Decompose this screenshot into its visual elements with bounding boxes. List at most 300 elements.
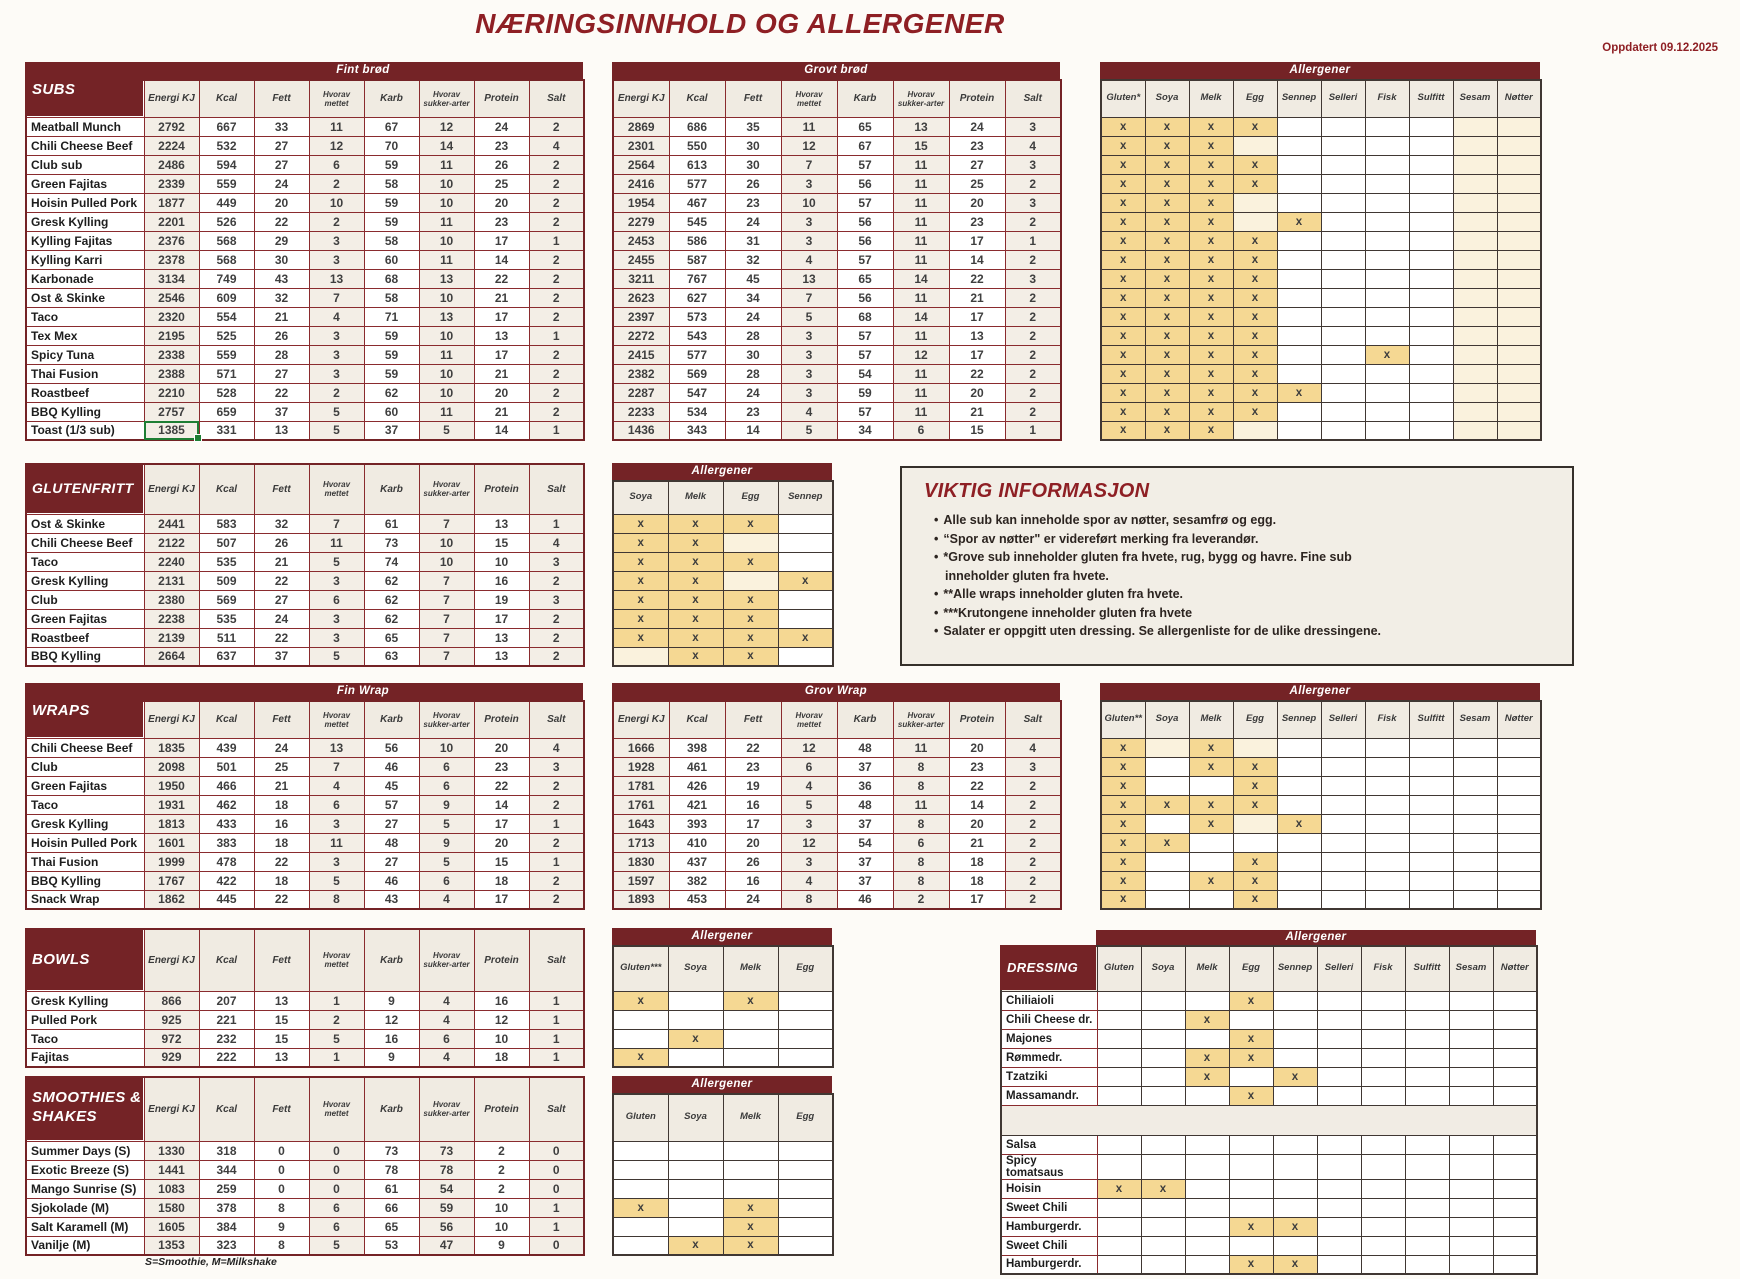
allergen-cell[interactable] — [1453, 364, 1497, 383]
allergen-cell[interactable] — [1277, 402, 1321, 421]
allergen-cell[interactable]: x — [1185, 1067, 1229, 1086]
value-cell[interactable]: 6 — [419, 776, 474, 795]
allergen-cell[interactable] — [1453, 402, 1497, 421]
allergen-cell[interactable] — [778, 1141, 833, 1160]
allergen-cell[interactable] — [723, 571, 778, 590]
value-cell[interactable]: 2338 — [144, 345, 199, 364]
value-cell[interactable]: 66 — [364, 1198, 419, 1217]
value-cell[interactable]: 27 — [364, 852, 419, 871]
allergen-cell[interactable]: x — [723, 1236, 778, 1255]
value-cell[interactable]: 13 — [474, 326, 529, 345]
value-cell[interactable]: 3 — [1005, 269, 1061, 288]
value-cell[interactable]: 57 — [364, 795, 419, 814]
value-cell[interactable]: 53 — [364, 1236, 419, 1255]
allergen-cell[interactable] — [1097, 1217, 1141, 1236]
allergen-cell[interactable] — [1321, 383, 1365, 402]
allergen-cell[interactable]: x — [1229, 991, 1273, 1010]
value-cell[interactable]: 24 — [254, 738, 309, 757]
value-cell[interactable]: 573 — [669, 307, 725, 326]
allergen-cell[interactable] — [778, 1236, 833, 1255]
allergen-cell[interactable]: x — [1101, 174, 1145, 193]
allergen-cell[interactable]: x — [1101, 757, 1145, 776]
row-label[interactable]: Gresk Kylling — [26, 991, 144, 1010]
value-cell[interactable]: 2 — [1005, 326, 1061, 345]
value-cell[interactable]: 4 — [419, 1048, 474, 1067]
value-cell[interactable]: 2 — [529, 871, 584, 890]
allergen-cell[interactable] — [1321, 136, 1365, 155]
allergen-cell[interactable] — [1497, 383, 1541, 402]
allergen-cell[interactable] — [1097, 1198, 1141, 1217]
allergen-cell[interactable]: x — [1145, 795, 1189, 814]
value-cell[interactable]: 10 — [474, 1029, 529, 1048]
allergen-cell[interactable] — [1409, 174, 1453, 193]
value-cell[interactable]: 2320 — [144, 307, 199, 326]
allergen-cell[interactable]: x — [1233, 795, 1277, 814]
allergen-cell[interactable] — [1493, 1198, 1537, 1217]
allergen-cell[interactable]: x — [1233, 364, 1277, 383]
value-cell[interactable]: 62 — [364, 609, 419, 628]
value-cell[interactable]: 3 — [309, 628, 364, 647]
allergen-cell[interactable] — [1321, 345, 1365, 364]
value-cell[interactable]: 393 — [669, 814, 725, 833]
value-cell[interactable]: 10 — [781, 193, 837, 212]
value-cell[interactable]: 426 — [669, 776, 725, 795]
allergen-cell[interactable] — [1277, 738, 1321, 757]
allergen-cell[interactable] — [723, 1010, 778, 1029]
value-cell[interactable]: 23 — [474, 757, 529, 776]
allergen-cell[interactable] — [1185, 991, 1229, 1010]
value-cell[interactable]: 2287 — [613, 383, 669, 402]
value-cell[interactable]: 2 — [1005, 833, 1061, 852]
value-cell[interactable]: 6 — [781, 757, 837, 776]
row-label[interactable]: Thai Fusion — [26, 852, 144, 871]
allergen-cell[interactable] — [1365, 871, 1409, 890]
allergen-cell[interactable] — [1449, 1179, 1493, 1198]
value-cell[interactable]: 46 — [364, 757, 419, 776]
allergen-cell[interactable] — [1497, 231, 1541, 250]
value-cell[interactable]: 3 — [781, 326, 837, 345]
allergen-cell[interactable] — [1321, 307, 1365, 326]
allergen-cell[interactable]: x — [1101, 212, 1145, 231]
value-cell[interactable]: 11 — [893, 288, 949, 307]
value-cell[interactable]: 62 — [364, 571, 419, 590]
allergen-cell[interactable] — [1493, 1135, 1537, 1154]
allergen-cell[interactable]: x — [1189, 871, 1233, 890]
allergen-cell[interactable] — [1317, 1154, 1361, 1179]
value-cell[interactable]: 24 — [725, 383, 781, 402]
value-cell[interactable]: 1877 — [144, 193, 199, 212]
value-cell[interactable]: 17 — [474, 814, 529, 833]
value-cell[interactable]: 16 — [254, 814, 309, 833]
allergen-cell[interactable] — [1273, 1236, 1317, 1255]
allergen-cell[interactable] — [1145, 738, 1189, 757]
allergen-cell[interactable] — [1453, 269, 1497, 288]
value-cell[interactable]: 378 — [199, 1198, 254, 1217]
allergen-cell[interactable]: x — [1189, 117, 1233, 136]
allergen-cell[interactable] — [1405, 1217, 1449, 1236]
allergen-cell[interactable] — [1365, 776, 1409, 795]
value-cell[interactable]: 4 — [419, 890, 474, 909]
allergen-cell[interactable]: x — [1189, 421, 1233, 440]
value-cell[interactable]: 0 — [529, 1179, 584, 1198]
allergen-cell[interactable]: x — [613, 533, 668, 552]
allergen-cell[interactable]: x — [1097, 1179, 1141, 1198]
allergen-cell[interactable] — [1405, 1067, 1449, 1086]
value-cell[interactable]: 7 — [781, 288, 837, 307]
allergen-cell[interactable] — [1453, 776, 1497, 795]
value-cell[interactable]: 8 — [893, 814, 949, 833]
value-cell[interactable]: 433 — [199, 814, 254, 833]
allergen-cell[interactable] — [1321, 833, 1365, 852]
allergen-cell[interactable] — [1449, 1067, 1493, 1086]
allergen-cell[interactable]: x — [1145, 250, 1189, 269]
value-cell[interactable]: 0 — [309, 1141, 364, 1160]
row-label[interactable]: Meatball Munch — [26, 117, 144, 136]
allergen-cell[interactable] — [1229, 1179, 1273, 1198]
allergen-cell[interactable] — [1145, 757, 1189, 776]
value-cell[interactable]: 15 — [254, 1010, 309, 1029]
allergen-cell[interactable] — [1321, 402, 1365, 421]
allergen-cell[interactable] — [1493, 1048, 1537, 1067]
row-label[interactable]: Gresk Kylling — [26, 212, 144, 231]
value-cell[interactable]: 2 — [529, 250, 584, 269]
value-cell[interactable]: 2 — [529, 609, 584, 628]
value-cell[interactable]: 67 — [837, 136, 893, 155]
value-cell[interactable]: 511 — [199, 628, 254, 647]
allergen-cell[interactable] — [1449, 1236, 1493, 1255]
allergen-cell[interactable] — [1409, 364, 1453, 383]
allergen-cell[interactable] — [668, 1160, 723, 1179]
value-cell[interactable]: 27 — [254, 136, 309, 155]
allergen-cell[interactable] — [1317, 1236, 1361, 1255]
value-cell[interactable]: 18 — [949, 871, 1005, 890]
value-cell[interactable]: 13 — [254, 1048, 309, 1067]
allergen-cell[interactable]: x — [1101, 814, 1145, 833]
allergen-cell[interactable] — [1273, 991, 1317, 1010]
allergen-cell[interactable] — [1361, 1086, 1405, 1105]
allergen-cell[interactable] — [1361, 1010, 1405, 1029]
value-cell[interactable]: 14 — [474, 250, 529, 269]
allergen-cell[interactable]: x — [668, 647, 723, 666]
allergen-cell[interactable] — [1185, 1135, 1229, 1154]
value-cell[interactable]: 2 — [1005, 814, 1061, 833]
allergen-cell[interactable] — [1321, 795, 1365, 814]
value-cell[interactable]: 2279 — [613, 212, 669, 231]
row-label[interactable]: Gresk Kylling — [26, 814, 144, 833]
allergen-cell[interactable]: x — [723, 991, 778, 1010]
value-cell[interactable]: 10 — [419, 174, 474, 193]
value-cell[interactable]: 56 — [419, 1217, 474, 1236]
value-cell[interactable]: 1441 — [144, 1160, 199, 1179]
row-label[interactable]: BBQ Kylling — [26, 647, 144, 666]
value-cell[interactable]: 11 — [893, 795, 949, 814]
value-cell[interactable]: 17 — [474, 890, 529, 909]
value-cell[interactable]: 13 — [254, 991, 309, 1010]
value-cell[interactable]: 925 — [144, 1010, 199, 1029]
value-cell[interactable]: 12 — [781, 136, 837, 155]
allergen-cell[interactable]: x — [668, 609, 723, 628]
value-cell[interactable]: 6 — [893, 421, 949, 440]
value-cell[interactable]: 659 — [199, 402, 254, 421]
allergen-cell[interactable] — [1453, 250, 1497, 269]
allergen-cell[interactable]: x — [1101, 421, 1145, 440]
allergen-cell[interactable] — [1365, 814, 1409, 833]
allergen-cell[interactable]: x — [1101, 193, 1145, 212]
value-cell[interactable]: 73 — [364, 1141, 419, 1160]
value-cell[interactable]: 467 — [669, 193, 725, 212]
value-cell[interactable]: 2 — [529, 307, 584, 326]
value-cell[interactable]: 27 — [364, 814, 419, 833]
value-cell[interactable]: 24 — [725, 307, 781, 326]
allergen-cell[interactable]: x — [723, 609, 778, 628]
allergen-cell[interactable] — [1497, 307, 1541, 326]
value-cell[interactable]: 10 — [474, 552, 529, 571]
allergen-cell[interactable] — [1453, 345, 1497, 364]
allergen-cell[interactable] — [1185, 1086, 1229, 1105]
allergen-cell[interactable] — [1405, 991, 1449, 1010]
value-cell[interactable]: 8 — [893, 871, 949, 890]
value-cell[interactable]: 5 — [309, 871, 364, 890]
value-cell[interactable]: 2388 — [144, 364, 199, 383]
value-cell[interactable]: 5 — [781, 795, 837, 814]
value-cell[interactable]: 0 — [254, 1141, 309, 1160]
allergen-cell[interactable] — [1497, 402, 1541, 421]
value-cell[interactable]: 5 — [309, 1029, 364, 1048]
value-cell[interactable]: 587 — [669, 250, 725, 269]
allergen-cell[interactable] — [1453, 871, 1497, 890]
value-cell[interactable]: 0 — [529, 1236, 584, 1255]
value-cell[interactable]: 2 — [474, 1141, 529, 1160]
allergen-cell[interactable] — [1449, 1255, 1493, 1274]
value-cell[interactable]: 2 — [1005, 852, 1061, 871]
value-cell[interactable]: 421 — [669, 795, 725, 814]
allergen-cell[interactable]: x — [1189, 212, 1233, 231]
value-cell[interactable]: 13 — [474, 628, 529, 647]
value-cell[interactable]: 63 — [364, 647, 419, 666]
allergen-cell[interactable]: x — [1101, 250, 1145, 269]
row-label[interactable]: Thai Fusion — [26, 364, 144, 383]
value-cell[interactable]: 2 — [474, 1160, 529, 1179]
value-cell[interactable]: 20 — [474, 833, 529, 852]
allergen-cell[interactable]: x — [1229, 1255, 1273, 1274]
value-cell[interactable]: 21 — [474, 288, 529, 307]
value-cell[interactable]: 11 — [893, 250, 949, 269]
value-cell[interactable]: 17 — [474, 231, 529, 250]
allergen-cell[interactable] — [1273, 1154, 1317, 1179]
value-cell[interactable]: 7 — [419, 609, 474, 628]
allergen-cell[interactable] — [1497, 795, 1541, 814]
value-cell[interactable]: 10 — [419, 193, 474, 212]
allergen-cell[interactable] — [1229, 1010, 1273, 1029]
value-cell[interactable]: 3 — [309, 231, 364, 250]
row-label[interactable]: Chili Cheese dr. — [1001, 1010, 1097, 1029]
value-cell[interactable]: 14 — [893, 307, 949, 326]
value-cell[interactable]: 384 — [199, 1217, 254, 1236]
value-cell[interactable]: 18 — [474, 1048, 529, 1067]
allergen-cell[interactable]: x — [1189, 136, 1233, 155]
row-label[interactable]: Kylling Fajitas — [26, 231, 144, 250]
value-cell[interactable]: 1954 — [613, 193, 669, 212]
allergen-cell[interactable] — [1097, 1067, 1141, 1086]
row-label[interactable]: Club — [26, 757, 144, 776]
allergen-cell[interactable] — [1277, 757, 1321, 776]
value-cell[interactable]: 17 — [949, 307, 1005, 326]
value-cell[interactable]: 2195 — [144, 326, 199, 345]
allergen-cell[interactable] — [778, 1179, 833, 1198]
allergen-cell[interactable]: x — [778, 628, 833, 647]
allergen-cell[interactable]: x — [1145, 288, 1189, 307]
value-cell[interactable]: 71 — [364, 307, 419, 326]
allergen-cell[interactable]: x — [1189, 364, 1233, 383]
value-cell[interactable]: 17 — [949, 890, 1005, 909]
allergen-cell[interactable] — [1321, 326, 1365, 345]
value-cell[interactable]: 534 — [669, 402, 725, 421]
value-cell[interactable]: 13 — [949, 326, 1005, 345]
allergen-cell[interactable] — [1097, 1029, 1141, 1048]
value-cell[interactable]: 207 — [199, 991, 254, 1010]
value-cell[interactable]: 6 — [893, 833, 949, 852]
value-cell[interactable]: 21 — [949, 288, 1005, 307]
value-cell[interactable]: 1 — [529, 1029, 584, 1048]
value-cell[interactable]: 568 — [199, 250, 254, 269]
allergen-cell[interactable] — [1405, 1029, 1449, 1048]
allergen-cell[interactable] — [778, 1217, 833, 1236]
allergen-cell[interactable] — [1141, 1048, 1185, 1067]
allergen-cell[interactable] — [1141, 1135, 1185, 1154]
value-cell[interactable]: 28 — [725, 364, 781, 383]
allergen-cell[interactable] — [1097, 1255, 1141, 1274]
allergen-cell[interactable] — [1321, 269, 1365, 288]
value-cell[interactable]: 1713 — [613, 833, 669, 852]
allergen-cell[interactable] — [613, 1029, 668, 1048]
value-cell[interactable]: 18 — [254, 833, 309, 852]
row-label[interactable]: Ost & Skinke — [26, 288, 144, 307]
value-cell[interactable]: 5 — [309, 552, 364, 571]
row-label[interactable]: Green Fajitas — [26, 609, 144, 628]
value-cell[interactable]: 2 — [1005, 795, 1061, 814]
value-cell[interactable]: 13 — [419, 307, 474, 326]
allergen-cell[interactable] — [1321, 757, 1365, 776]
allergen-cell[interactable] — [1409, 833, 1453, 852]
value-cell[interactable]: 1605 — [144, 1217, 199, 1236]
value-cell[interactable]: 11 — [893, 212, 949, 231]
value-cell[interactable]: 3 — [781, 345, 837, 364]
value-cell[interactable]: 2441 — [144, 514, 199, 533]
allergen-cell[interactable] — [1097, 1086, 1141, 1105]
allergen-cell[interactable]: x — [1233, 250, 1277, 269]
value-cell[interactable]: 20 — [474, 738, 529, 757]
value-cell[interactable]: 2 — [309, 1010, 364, 1029]
row-label[interactable]: Green Fajitas — [26, 174, 144, 193]
allergen-cell[interactable] — [1409, 136, 1453, 155]
allergen-cell[interactable] — [1409, 421, 1453, 440]
allergen-cell[interactable]: x — [1229, 1029, 1273, 1048]
allergen-cell[interactable]: x — [1101, 738, 1145, 757]
allergen-cell[interactable]: x — [1365, 345, 1409, 364]
allergen-cell[interactable]: x — [1101, 136, 1145, 155]
value-cell[interactable]: 10 — [419, 383, 474, 402]
allergen-cell[interactable] — [1273, 1179, 1317, 1198]
allergen-cell[interactable] — [1497, 117, 1541, 136]
value-cell[interactable]: 2486 — [144, 155, 199, 174]
value-cell[interactable]: 0 — [529, 1141, 584, 1160]
value-cell[interactable]: 2 — [1005, 212, 1061, 231]
row-label[interactable]: Fajitas — [26, 1048, 144, 1067]
allergen-cell[interactable] — [1361, 1198, 1405, 1217]
value-cell[interactable]: 12 — [781, 833, 837, 852]
value-cell[interactable]: 2233 — [613, 402, 669, 421]
value-cell[interactable]: 11 — [893, 383, 949, 402]
value-cell[interactable]: 24 — [254, 609, 309, 628]
value-cell[interactable]: 0 — [309, 1179, 364, 1198]
allergen-cell[interactable] — [1277, 269, 1321, 288]
allergen-cell[interactable] — [1317, 1010, 1361, 1029]
value-cell[interactable]: 6 — [309, 795, 364, 814]
allergen-cell[interactable] — [1141, 1029, 1185, 1048]
allergen-cell[interactable]: x — [1189, 193, 1233, 212]
value-cell[interactable]: 1 — [309, 1048, 364, 1067]
value-cell[interactable]: 10 — [474, 1217, 529, 1236]
allergen-cell[interactable] — [1141, 1010, 1185, 1029]
value-cell[interactable]: 4 — [309, 776, 364, 795]
value-cell[interactable]: 1999 — [144, 852, 199, 871]
allergen-cell[interactable] — [1409, 155, 1453, 174]
value-cell[interactable]: 7 — [309, 288, 364, 307]
value-cell[interactable]: 7 — [419, 590, 474, 609]
value-cell[interactable]: 22 — [474, 269, 529, 288]
allergen-cell[interactable] — [1497, 269, 1541, 288]
row-label[interactable]: Hoisin Pulled Pork — [26, 833, 144, 852]
row-label[interactable]: Chili Cheese Beef — [26, 738, 144, 757]
value-cell[interactable]: 12 — [419, 117, 474, 136]
value-cell[interactable]: 2131 — [144, 571, 199, 590]
value-cell[interactable]: 461 — [669, 757, 725, 776]
allergen-cell[interactable]: x — [1189, 155, 1233, 174]
allergen-cell[interactable] — [1497, 852, 1541, 871]
value-cell[interactable]: 383 — [199, 833, 254, 852]
value-cell[interactable]: 17 — [949, 231, 1005, 250]
value-cell[interactable]: 11 — [893, 402, 949, 421]
row-label[interactable]: Exotic Breeze (S) — [26, 1160, 144, 1179]
allergen-cell[interactable] — [778, 552, 833, 571]
allergen-cell[interactable] — [1273, 1029, 1317, 1048]
value-cell[interactable]: 23 — [725, 757, 781, 776]
value-cell[interactable]: 54 — [837, 833, 893, 852]
allergen-cell[interactable] — [1453, 383, 1497, 402]
allergen-cell[interactable] — [1233, 136, 1277, 155]
value-cell[interactable]: 2 — [529, 890, 584, 909]
allergen-cell[interactable]: x — [668, 1029, 723, 1048]
row-label[interactable]: Vanilje (M) — [26, 1236, 144, 1255]
allergen-cell[interactable]: x — [1101, 326, 1145, 345]
allergen-cell[interactable] — [1145, 871, 1189, 890]
value-cell[interactable]: 4 — [781, 402, 837, 421]
allergen-cell[interactable] — [1321, 250, 1365, 269]
allergen-cell[interactable] — [1497, 833, 1541, 852]
value-cell[interactable]: 1 — [529, 852, 584, 871]
allergen-cell[interactable] — [1185, 1255, 1229, 1274]
value-cell[interactable]: 56 — [364, 738, 419, 757]
value-cell[interactable]: 259 — [199, 1179, 254, 1198]
allergen-cell[interactable]: x — [1101, 871, 1145, 890]
allergen-cell[interactable] — [1409, 326, 1453, 345]
value-cell[interactable]: 2 — [1005, 890, 1061, 909]
allergen-cell[interactable] — [778, 1160, 833, 1179]
allergen-cell[interactable] — [1453, 757, 1497, 776]
allergen-cell[interactable] — [1365, 890, 1409, 909]
value-cell[interactable]: 37 — [837, 871, 893, 890]
value-cell[interactable]: 4 — [529, 533, 584, 552]
